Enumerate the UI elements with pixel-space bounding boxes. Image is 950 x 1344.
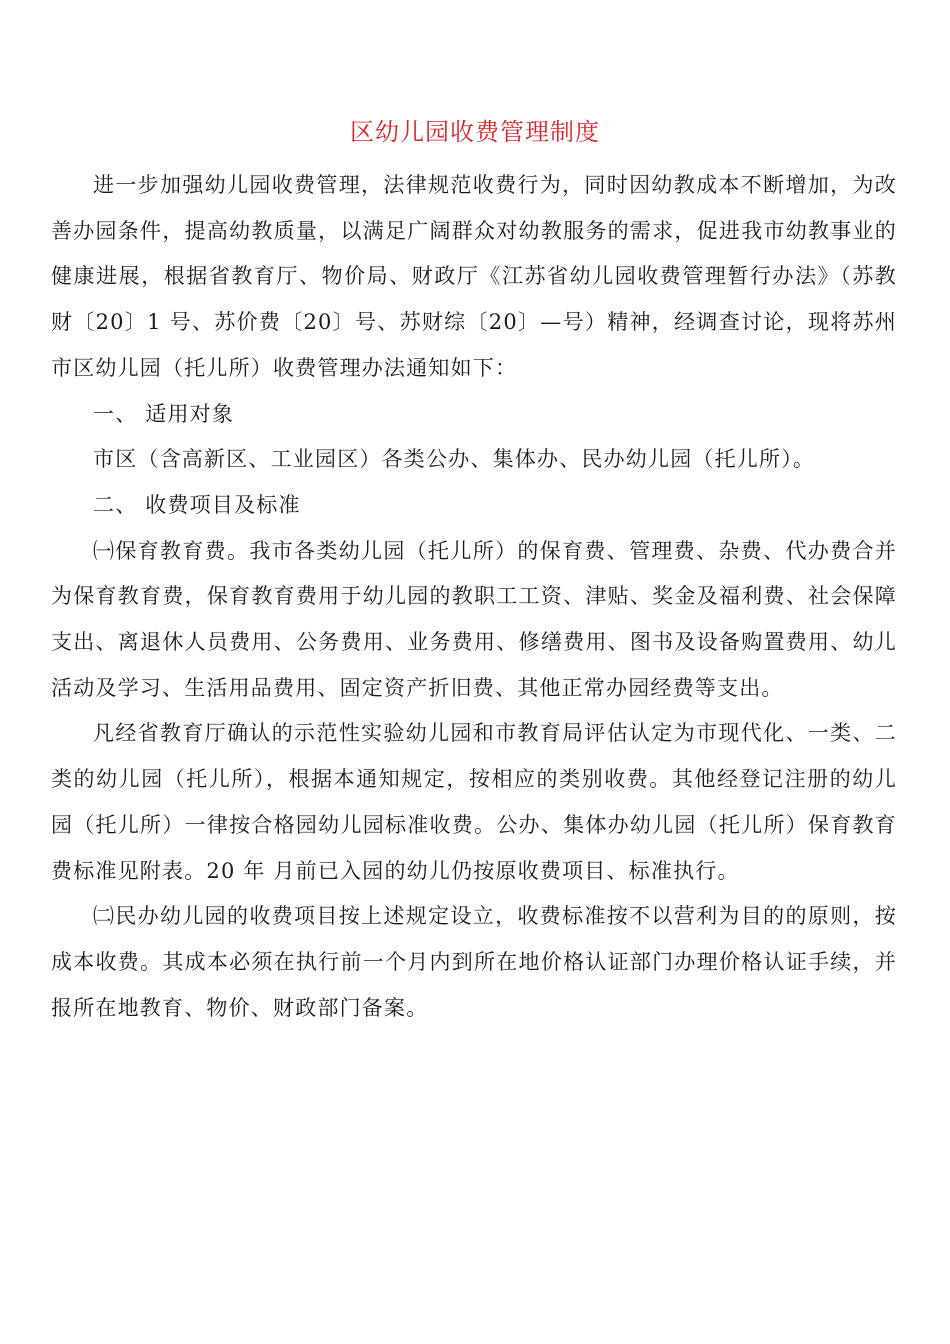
document-body — [51, 163, 897, 1031]
item-1-paragraph: ㈠保育教育费。我市各类幼儿园（托儿所）的保育费、管理费、杂费、代办费合并为保育教育费，保育教育费用于幼儿园的教职工工资、津贴、奖金及福利费、社会保障支出、离退休人员费用、公务费用、业务费用、修缮费用、图书及设备购置费用、幼儿活动及学习、生活用品费用、固定资产折旧费、其他正常办园经费等支出。 — [51, 538, 897, 700]
item-2-paragraph: ㈡民办幼儿园的收费项目按上述规定设立，收费标准按不以营利为目的的原则，按成本收费。其成本必须在执行前一个月内到所在地价格认证部门办理价格认证手续，并报所在地教育、物价、财政部门备案。 — [51, 904, 897, 1020]
document-title: 区幼儿园收费管理制度 — [350, 118, 600, 146]
intro-paragraph: 进一步加强幼儿园收费管理，法律规范收费行为，同时因幼教成本不断增加，为改善办园条件，提高幼教质量，以满足广阔群众对幼教服务的需求，促进我市幼教事业的健康进展，根据省教育厅、物价局、财政厅《江苏省幼儿园收费管理暂行办法》（苏教财〔20〕1 号、苏价费〔20〕号、苏财综〔20〕—号）精神，经调查讨论，现将苏州市区幼儿园（托儿所）收费管理办法通知如下： — [51, 173, 897, 380]
section-2-heading: 二、 收费项目及标准 — [93, 492, 301, 517]
item-1-paragraph-continued: 凡经省教育厅确认的示范性实验幼儿园和市教育局评估认定为市现代化、一类、二类的幼儿园（托儿所），根据本通知规定，按相应的类别收费。其他经登记注册的幼儿园（托儿所）一律按合格园幼儿园标准收费。公办、集体办幼儿园（托儿所）保育教育费标准见附表。20 年 月前已入园的幼儿仍按原收费项目、标准执行。 — [51, 721, 897, 883]
section-1-heading: 一、 适用对象 — [93, 401, 235, 426]
section-1-paragraph: 市区（含高新区、工业园区）各类公办、集体办、民办幼儿园（托儿所）。 — [93, 447, 816, 472]
